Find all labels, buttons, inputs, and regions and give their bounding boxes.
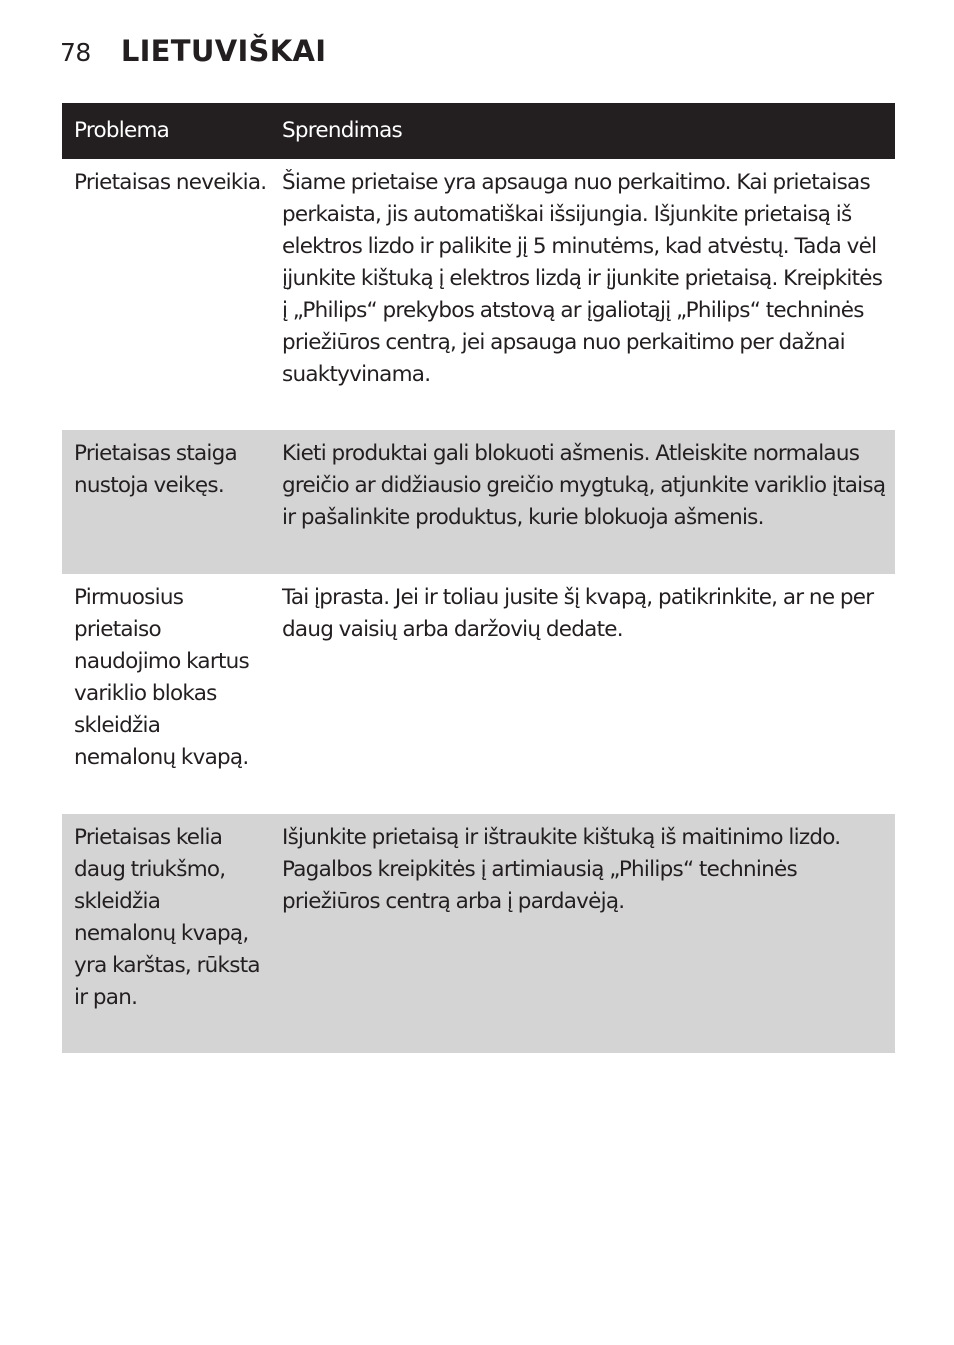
column-header-solution: Sprendimas	[282, 118, 402, 143]
problem-cell: Pirmuosius prietaiso naudojimo kartus variklio blokas skleidžia nemalonų kvapą.	[74, 585, 249, 770]
table-row	[62, 159, 895, 430]
page-number: 78	[60, 38, 91, 67]
table-row	[62, 814, 895, 1053]
solution-cell: Šiame prietaise yra apsauga nuo perkaitimo. Kai prietaisas perkaista, jis automatiškai išsijungia. Išjunkite prietaisą iš elektros lizdo ir palikite jį 5 minutėms, kad atvėstų. Tada vėl įjunkite kištuką į elektros lizdą ir įjunkite prietaisą. Kreipkitės į „Philips“ prekybos atstovą ar įgaliotąjį „Philips“ techninės priežiūros centrą, jei apsauga nuo perkaitimo per dažnai suaktyvinama.	[282, 170, 883, 387]
solution-cell: Išjunkite prietaisą ir ištraukite kištuką iš maitinimo lizdo. Pagalbos kreipkitės į artimiausią „Philips“ techninės priežiūros centrą arba į pardavėją.	[282, 825, 841, 914]
table-row	[62, 430, 895, 574]
solution-cell: Tai įprasta. Jei ir toliau jusite šį kvapą, patikrinkite, ar ne per daug vaisių arba daržovių dedate.	[282, 585, 874, 642]
problem-cell: Prietaisas kelia daug triukšmo, skleidžia nemalonų kvapą, yra karštas, rūksta ir pan.	[74, 825, 260, 1010]
troubleshooting-table	[62, 103, 895, 1053]
problem-cell: Prietaisas neveikia.	[74, 170, 267, 195]
solution-cell: Kieti produktai gali blokuoti ašmenis. Atleiskite normalaus greičio ar didžiausio greičio mygtuką, atjunkite variklio įtaisą ir pašalinkite produktus, kurie blokuoja ašmenis.	[282, 441, 886, 530]
problem-cell: Prietaisas staiga nustoja veikęs.	[74, 441, 237, 498]
column-header-problem: Problema	[74, 118, 170, 143]
table-header-row	[62, 103, 895, 159]
page-header	[60, 34, 326, 74]
table-row	[62, 574, 895, 814]
section-title: LIETUVIŠKAI	[120, 34, 327, 68]
